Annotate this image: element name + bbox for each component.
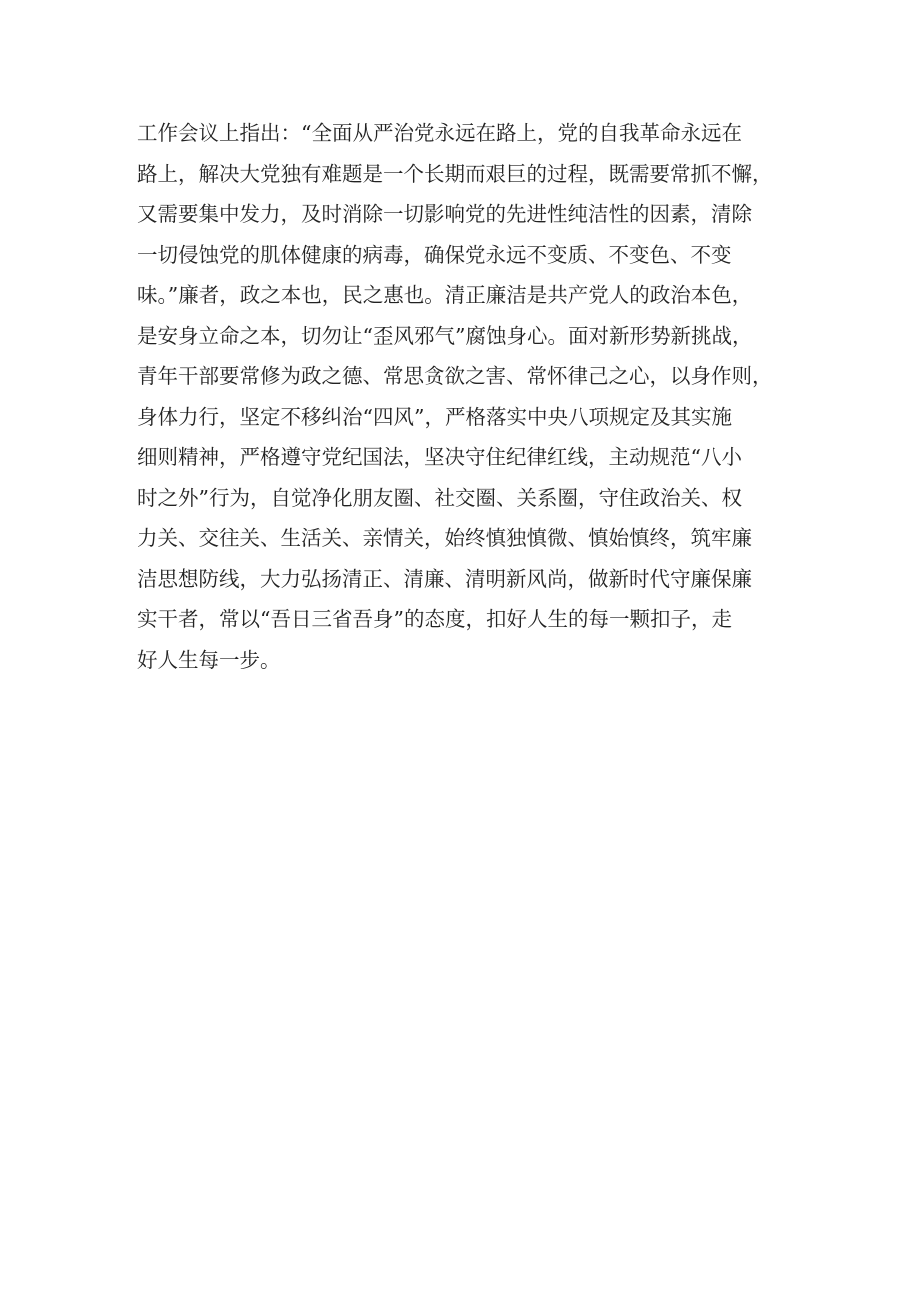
text-line: 工作会议上指出：“全面从严治党永远在路上，党的自我革命永远在 [137, 121, 742, 145]
text-line: 一切侵蚀党的肌体健康的病毒，确保党永远不变质、不变色、不变 [137, 242, 732, 267]
text-line: 是安身立命之本，切勿让“歪风邪气”腐蚀身心。面对新形势新挑战， [137, 323, 753, 348]
text-line: 力关、交往关、生活关、亲情关，始终慎独慎微、慎始慎终，筑牢廉 [137, 526, 752, 550]
text-line: 时之外”行为，自觉净化朋友圈、社交圈、关系圈，守住政治关、权 [137, 485, 742, 510]
body-paragraph [137, 113, 817, 680]
text-line: 味。”廉者，政之本也，民之惠也。清正廉洁是共产党人的政治本色， [137, 283, 753, 307]
text-line: 身体力行，坚定不移纠治“四风”，严格落实中央八项规定及其实施 [137, 404, 732, 429]
text-line: 又需要集中发力，及时消除一切影响党的先进性纯洁性的因素，清除 [137, 202, 752, 226]
text-line: 实干者，常以“吾日三省吾身”的态度，扣好人生的每一颗扣子，走 [137, 607, 732, 631]
text-line: 路上，解决大党独有难题是一个长期而艰巨的过程，既需要常抓不懈， [137, 161, 773, 186]
text-line: 细则精神，严格遵守党纪国法，坚决守住纪律红线，主动规范“八小 [137, 445, 742, 469]
text-line: 好人生每一步。 [137, 647, 281, 672]
text-line: 洁思想防线，大力弘扬清正、清廉、清明新风尚，做新时代守廉保廉 [137, 566, 752, 591]
text-line: 青年干部要常修为政之德、常思贪欲之害、常怀律己之心，以身作则， [137, 364, 773, 388]
